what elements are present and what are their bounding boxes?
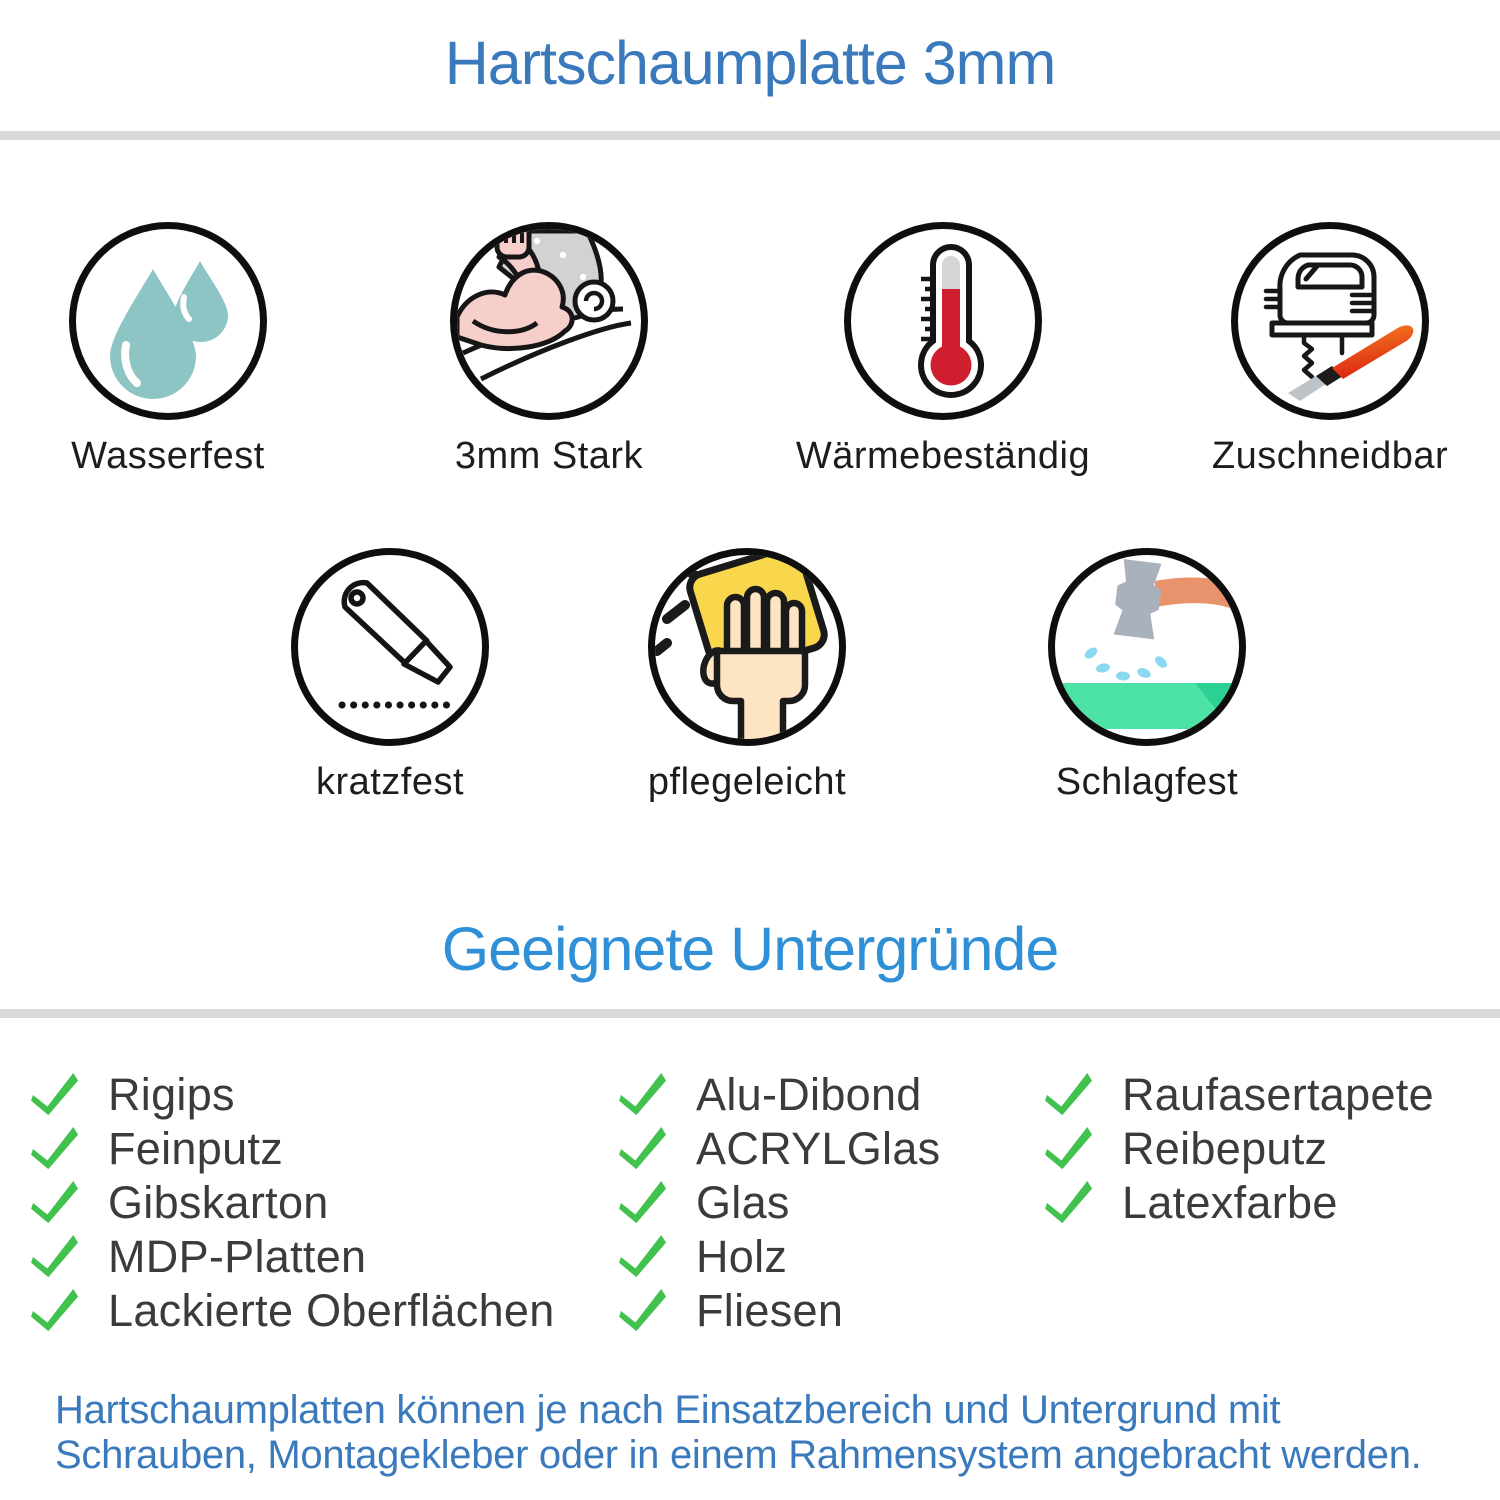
check-icon [1044, 1126, 1096, 1172]
substrate-label: Alu-Dibond [696, 1069, 922, 1120]
substrate-item [30, 1176, 555, 1230]
substrate-label: Rigips [108, 1069, 235, 1120]
muscle-arm-icon [457, 229, 641, 413]
substrate-label: Gibskarton [108, 1177, 329, 1228]
check-icon [30, 1288, 82, 1334]
feature-zuschneidbar [1130, 222, 1500, 478]
check-icon [30, 1072, 82, 1118]
substrate-item [618, 1068, 940, 1122]
substrate-label: Feinputz [108, 1123, 283, 1174]
feature-waermebestaendig [743, 222, 1143, 478]
substrate-label: ACRYLGlas [696, 1123, 941, 1174]
water-drops-icon [76, 229, 260, 413]
substrate-item [1044, 1122, 1434, 1176]
feature-label: pflegeleicht [647, 761, 847, 803]
substrate-column-2 [618, 1068, 940, 1338]
substrate-column-3 [1044, 1068, 1434, 1230]
check-icon [30, 1234, 82, 1280]
feature-label: 3mm Stark [454, 435, 644, 477]
check-icon [1044, 1180, 1096, 1226]
feature-circle [1231, 222, 1429, 420]
substrate-item [618, 1122, 940, 1176]
substrate-item [1044, 1176, 1434, 1230]
substrate-label: Latexfarbe [1122, 1177, 1338, 1228]
substrate-label: Fliesen [696, 1285, 844, 1336]
check-icon [618, 1126, 670, 1172]
substrate-item [618, 1284, 940, 1338]
jigsaw-cutter-icon [1238, 229, 1422, 413]
substrate-item [30, 1068, 555, 1122]
feature-circle [844, 222, 1042, 420]
feature-label: Wasserfest [71, 435, 265, 477]
feature-kratzfest [190, 548, 590, 804]
feature-label: Zuschneidbar [1211, 435, 1449, 477]
feature-pflegeleicht [547, 548, 947, 804]
divider-bar-middle [0, 1009, 1500, 1018]
wiping-hand-icon [655, 555, 839, 739]
substrate-label: Lackierte Oberflächen [108, 1285, 555, 1336]
utility-knife-icon [298, 555, 482, 739]
feature-circle [648, 548, 846, 746]
check-icon [618, 1180, 670, 1226]
feature-label: Schlagfest [1055, 761, 1239, 803]
check-icon [618, 1072, 670, 1118]
check-icon [30, 1126, 82, 1172]
substrate-item [1044, 1068, 1434, 1122]
feature-label: Wärmebeständig [795, 435, 1091, 477]
divider-bar-top [0, 131, 1500, 140]
hammer-icon [1055, 555, 1239, 739]
feature-circle [450, 222, 648, 420]
substrate-item [30, 1284, 555, 1338]
substrate-label: Glas [696, 1177, 790, 1228]
check-icon [618, 1234, 670, 1280]
check-icon [1044, 1072, 1096, 1118]
substrate-label: Raufasertapete [1122, 1069, 1434, 1120]
page-title: Hartschaumplatte 3mm [444, 29, 1056, 97]
substrate-item [618, 1230, 940, 1284]
substrate-item [30, 1122, 555, 1176]
feature-label: kratzfest [315, 761, 465, 803]
substrate-column-1 [30, 1068, 555, 1338]
feature-circle [69, 222, 267, 420]
thermometer-icon [851, 229, 1035, 413]
substrate-item [618, 1176, 940, 1230]
feature-schlagfest [947, 548, 1347, 804]
feature-3mm-stark [349, 222, 749, 478]
footer-note [55, 1388, 1421, 1478]
check-icon [618, 1288, 670, 1334]
check-icon [30, 1180, 82, 1226]
footer-line: Hartschaumplatten können je nach Einsatzbereich und Untergrund mit [55, 1388, 1281, 1432]
footer-line: Schrauben, Montagekleber oder in einem Rahmensystem angebracht werden. [55, 1433, 1422, 1477]
substrate-item [30, 1230, 555, 1284]
feature-circle [291, 548, 489, 746]
feature-wasserfest [0, 222, 368, 478]
substrate-label: Holz [696, 1231, 788, 1282]
substrate-label: Reibeputz [1122, 1123, 1328, 1174]
substrate-label: MDP-Platten [108, 1231, 367, 1282]
feature-circle [1048, 548, 1246, 746]
section-title: Geeignete Untergründe [441, 915, 1059, 983]
